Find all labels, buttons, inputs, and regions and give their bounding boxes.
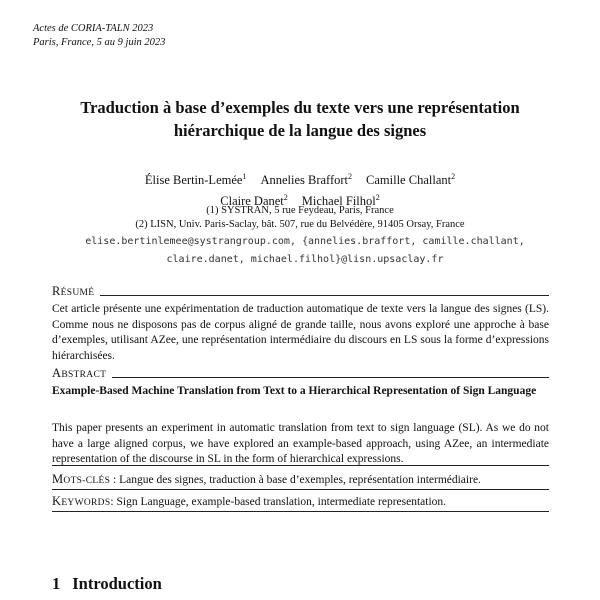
- email-line[interactable]: elise.bertinlemee@systrangroup.com, {annelies.braffort, camille.challant,: [85, 236, 525, 247]
- heading-rule: [112, 377, 549, 378]
- author-emails: [50, 233, 560, 269]
- affiliations: [0, 204, 600, 232]
- venue-info: [33, 22, 165, 50]
- author: Annelies Braffort$^2$: [260, 172, 353, 187]
- venue-location-date: Paris, France, 5 au 9 juin 2023: [33, 37, 166, 48]
- mots-cles: MOTS-CLÉS : Langue des signes, traduction à base d’exemples, représentation intermédiaire.: [52, 472, 481, 486]
- heading-rule: [100, 295, 549, 296]
- section-title: Introduction: [72, 574, 162, 593]
- resume-text: Cet article présente une expérimentation de traduction automatique de texte vers la langue des signes (LS). Comme nous ne disposons pas de corpus aligné de grande taille, nous avons exploré une approche à base d’exemples, utilisant AZee, une représentation intermédiaire du discours en LS sous la forme d’expressions hiérarchisées.: [52, 303, 549, 362]
- paper-title: [0, 96, 600, 142]
- section-heading-introduction: [52, 574, 162, 594]
- abstract-english-title: Example-Based Machine Translation from Text to a Hierarchical Representation of Sign Language: [52, 385, 537, 397]
- venue-name: Actes de CORIA-TALN 2023: [33, 23, 154, 34]
- email-line[interactable]: claire.danet, michael.filhol}@lisn.upsaclay.fr: [166, 254, 444, 265]
- abstract-heading: ABSTRACT: [52, 366, 549, 381]
- author: Michael Filhol$^2$: [301, 193, 380, 208]
- abstract-text: This paper presents an experiment in automatic translation from text to sign language (SL). As we do not have a large aligned corpus, we have explored an example-based approach, using AZee, an intermediate representation of the discourse in SL in the form of hierarchical expressions.: [52, 422, 549, 465]
- authors-line-1: [0, 168, 600, 189]
- divider: [52, 465, 549, 466]
- title-line-1: Traduction à base d’exemples du texte vers une représentation: [80, 98, 520, 117]
- affiliation: (1) SYSTRAN, 5 rue Feydeau, Paris, France: [206, 205, 394, 216]
- mots-cles-text: Langue des signes, traduction à base d’exemples, représentation intermédiaire.: [119, 474, 481, 486]
- author: Élise Bertin-Lemée$^1$: [144, 172, 247, 187]
- keywords: KEYWORDS: Sign Language, example-based translation, intermediate representation.: [52, 494, 447, 508]
- divider: [52, 511, 549, 512]
- resume-heading: RÉSUMÉ: [52, 284, 549, 299]
- author: Camille Challant$^2$: [366, 172, 456, 187]
- keywords-text: Sign Language, example-based translation, intermediate representation.: [116, 496, 447, 508]
- section-number: 1: [52, 574, 61, 593]
- divider: [52, 489, 549, 490]
- affiliation: (2) LISN, Univ. Paris-Saclay, bât. 507, rue du Belvédère, 91405 Orsay, France: [135, 219, 465, 230]
- title-line-2: hiérarchique de la langue des signes: [173, 121, 427, 140]
- author: Claire Danet$^2$: [220, 193, 288, 208]
